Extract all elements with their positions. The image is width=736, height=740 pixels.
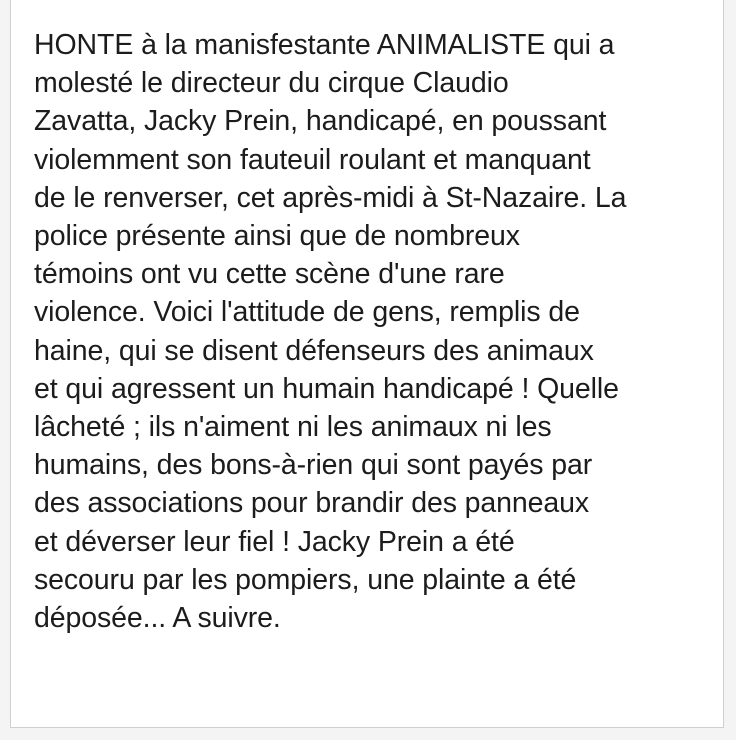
post-card (10, 0, 724, 728)
post-text: HONTE à la manisfestante ANIMALISTE qui a molesté le directeur du cirque Claudio Zavatta, Jacky Prein, handicapé, en poussant violemment son fauteuil roulant et manquant de le renverser, cet après-midi à St-Nazaire. La police présente ainsi que de nombreux témoins ont vu cette scène d'une rare violence. Voici l'attitude de gens, remplis de haine, qui se disent défenseurs des animaux et qui agressent un humain handicapé ! Quelle lâcheté ; ils n'aiment ni les animaux ni les humains, des bons-à-rien qui sont payés par des associations pour brandir des panneaux et déverser leur fiel ! Jacky Prein a été secouru par les pompiers, une plainte a été déposée... A suivre. (34, 29, 627, 635)
